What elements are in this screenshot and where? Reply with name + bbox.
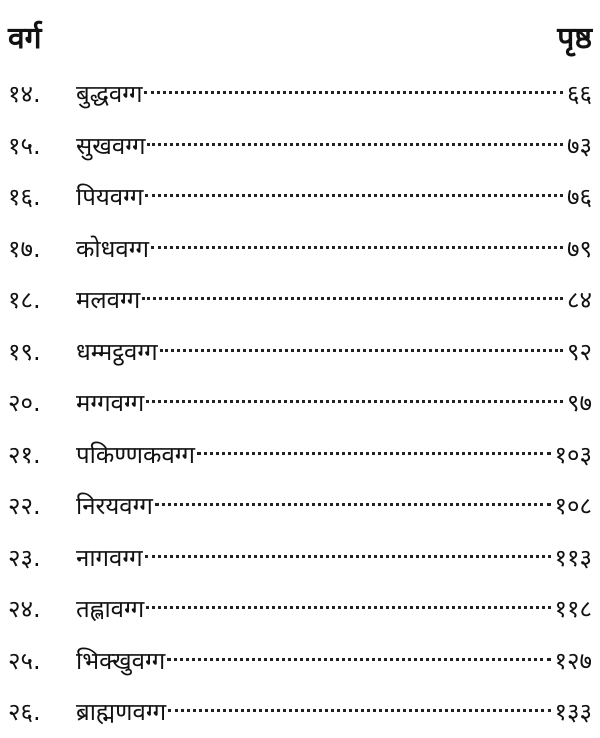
entry-number: १६. bbox=[8, 183, 41, 211]
entry-page: ७९ bbox=[567, 234, 592, 263]
dot-leader bbox=[197, 429, 550, 463]
toc-entry bbox=[8, 68, 592, 120]
entry-number: २२. bbox=[8, 492, 41, 520]
dot-leader bbox=[142, 274, 563, 308]
toc-entry bbox=[8, 429, 592, 481]
entry-title: निरयवग्ग bbox=[76, 492, 153, 520]
entry-number: १८. bbox=[8, 286, 41, 314]
entry-title: नागवग्ग bbox=[76, 543, 143, 572]
entry-number: २४. bbox=[8, 595, 41, 623]
entry-page: ७६ bbox=[567, 183, 592, 211]
entry-page: १०३ bbox=[554, 440, 592, 469]
entry-page: १२७ bbox=[554, 646, 592, 675]
toc-entry bbox=[8, 171, 592, 223]
toc-entry bbox=[8, 532, 592, 584]
toc-entry bbox=[8, 480, 592, 532]
entry-title: धम्मट्ठवग्ग bbox=[76, 337, 158, 366]
toc-entry bbox=[8, 686, 592, 738]
entry-page: १३३ bbox=[554, 698, 592, 726]
toc-entry bbox=[8, 377, 592, 429]
dot-leader bbox=[147, 120, 563, 154]
entry-title: तह्लावग्ग bbox=[76, 595, 145, 623]
entry-title: पकिण्णकवग्ग bbox=[76, 440, 196, 469]
entry-page: ८४ bbox=[567, 286, 592, 314]
chapter-column-heading: वर्ग bbox=[8, 21, 42, 56]
entry-number: २३. bbox=[8, 543, 41, 572]
dot-leader bbox=[155, 480, 551, 514]
entry-number: २१. bbox=[8, 440, 41, 469]
dot-leader bbox=[167, 635, 550, 669]
entry-title: सुखवग्ग bbox=[76, 131, 146, 160]
dot-leader bbox=[168, 686, 550, 720]
entry-title: बुद्धवग्ग bbox=[76, 80, 143, 108]
dot-leader bbox=[145, 171, 563, 205]
entry-number: १४. bbox=[8, 80, 41, 108]
dot-leader bbox=[160, 326, 563, 360]
toc-list bbox=[8, 68, 592, 738]
dot-leader bbox=[146, 583, 550, 617]
toc-entry bbox=[8, 274, 592, 326]
entry-number: २५. bbox=[8, 646, 41, 675]
entry-page: ९७ bbox=[567, 389, 592, 417]
dot-leader bbox=[151, 223, 563, 257]
toc-entry bbox=[8, 583, 592, 635]
dot-leader bbox=[145, 532, 551, 566]
entry-number: १९. bbox=[8, 337, 41, 366]
toc-entry bbox=[8, 635, 592, 687]
entry-title: मग्गवग्ग bbox=[76, 389, 145, 417]
entry-number: १५. bbox=[8, 131, 41, 160]
toc-entry bbox=[8, 326, 592, 378]
dot-leader bbox=[146, 377, 563, 411]
toc-entry bbox=[8, 120, 592, 172]
toc-header bbox=[8, 14, 592, 58]
entry-page: १०८ bbox=[554, 492, 592, 520]
entry-page: ७३ bbox=[567, 131, 592, 160]
entry-title: भिक्खुवग्ग bbox=[76, 646, 166, 675]
page-column-heading: पृष्ठ bbox=[557, 21, 592, 56]
entry-page: ११३ bbox=[554, 543, 592, 572]
entry-page: ६६ bbox=[567, 80, 592, 108]
entry-title: ब्राह्मणवग्ग bbox=[76, 698, 167, 726]
entry-title: पियवग्ग bbox=[76, 183, 144, 211]
entry-title: कोधवग्ग bbox=[76, 234, 150, 263]
entry-page: ११८ bbox=[554, 595, 592, 623]
entry-title: मलवग्ग bbox=[76, 286, 141, 314]
entry-number: १७. bbox=[8, 234, 41, 263]
dot-leader bbox=[144, 68, 563, 102]
entry-page: ९२ bbox=[567, 337, 592, 366]
entry-number: २०. bbox=[8, 389, 41, 417]
toc-entry bbox=[8, 223, 592, 275]
entry-number: २६. bbox=[8, 698, 41, 726]
